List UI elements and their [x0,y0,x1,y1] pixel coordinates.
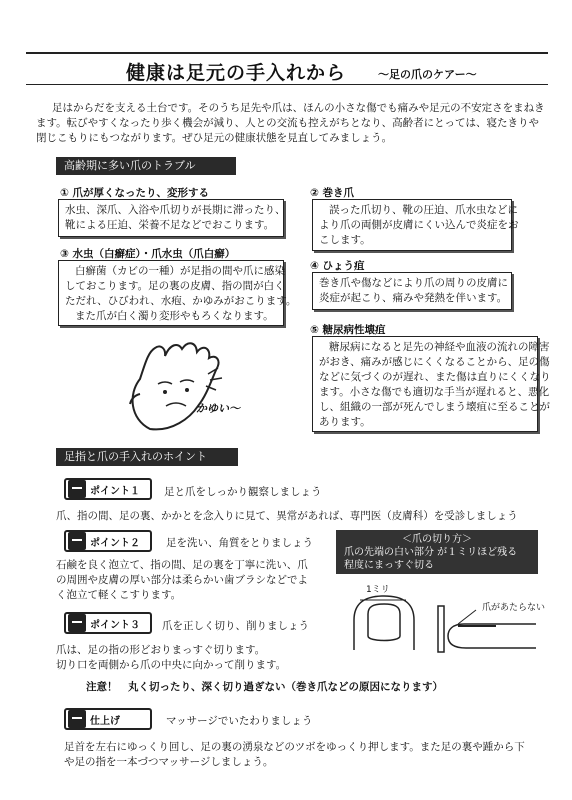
trouble-5-line: し、組織の一部が死んでしまう壊疽に至ることが [319,401,550,413]
point-3-line: 切り口を両側から爪の中央に向かって削ります。 [56,659,287,671]
trouble-4-box [312,272,512,310]
nail-cut-title: ＜爪の切り方＞ [402,534,472,545]
trouble-3-line: しておこります。足の裏の皮膚、指の間が白く [65,280,285,292]
page-subtitle: 〜足の爪のケアー〜 [378,68,477,81]
page-title: 健康は足元の手入れから [126,62,347,84]
person-icon [68,710,86,728]
trouble-3-box [58,260,297,326]
toe-nail-diagram [344,590,424,650]
trouble-1-line: 水虫、深爪、入浴や爪切りが長期に滞ったり、 [65,204,286,216]
nail-cut-guide [336,530,538,574]
person-icon [68,614,86,632]
trouble-2-box [312,199,519,251]
point-3-badge [64,612,152,634]
intro-line: 閉じこもりにもつながります。ぜひ足元の健康状態を見直してみましょう。 [36,132,393,144]
point-1-line: 爪、指の間、足の裏、かかとを念入りに見て、異常があれば、専門医（皮膚科）を受診しましょう [56,510,518,522]
trouble-5-box [312,336,551,432]
point-2-label: 足を洗い、角質をとりましょう [166,537,313,549]
point-2-line: の周囲や皮膚の厚い部分は柔らかい歯ブラシなどでよ [56,574,308,586]
finish-badge [64,708,152,730]
trouble-5-line: などに気づくのが遅れ、また傷は直りにくくなり [319,371,551,383]
trouble-4-line: 巻き爪や傷などにより爪の周りの皮膚に [319,277,508,289]
toe-side-diagram [436,604,536,654]
point-2-text [56,558,308,603]
intro-text [36,101,546,146]
trouble-5-line: ます。小さな傷でも適切な手当が遅れると、悪化 [319,386,550,398]
trouble-3-line: 白癬菌（カビの一種）が足指の間や爪に感染 [75,265,285,277]
person-icon [68,480,86,498]
intro-line: ます。転びやすくなったり歩く機会が減り、人との交流も控えがちとなり、高齢者にとっては、寝たきりや [36,117,539,129]
finish-text [64,740,525,770]
point-3-line: 爪は、足の指の形どおりまっすぐ切ります。 [56,644,266,656]
header-line-top [26,52,548,54]
person-icon [68,532,86,550]
trouble-1-line: 靴による圧迫、栄養不足などでおこります。 [65,219,275,231]
section-troubles-title: 高齢期に多い爪のトラブル [56,157,236,175]
section-care-title: 足指と爪の手入れのホイント [56,448,238,466]
trouble-1-heading: ① 爪が厚くなったり、変形する [60,187,210,199]
point-3-label: 爪を正しく切り、削りましょう [162,620,309,632]
point-1-text [56,509,518,524]
trouble-1-box [58,199,284,237]
finish-badge-label: 仕上げ [90,715,120,727]
finish-line: や足の指を一本づつマッサージしましょう。 [64,756,274,768]
nail-1mm-label: 1ミリ [366,585,390,595]
caution-note: 注意！ 丸く切ったり、深く切り過ぎない（巻き爪などの原因になります） [86,681,443,693]
intro-line: 足はからだを支える土台です。そのうち足先や爪は、ほんの小さな傷でも痛みや足元の不安定さをまねき [52,102,545,114]
trouble-4-line: 炎症が起こり、痛みや発熱を伴います。 [319,292,508,304]
nail-cut-line: 爪の先端の白い部分 が１ミリほど残る [344,547,518,558]
trouble-4-heading: ④ ひょう疽 [310,260,365,272]
trouble-3-line: ただれ、ひびわれ、水疱、かゆみがおこります。 [65,295,297,307]
nail-side-label: 爪があたらない [482,603,546,613]
finish-label: マッサージでいたわりましょう [166,715,313,727]
trouble-5-line: 糖尿病になると足先の神経や血液の流れの障害 [329,341,550,353]
trouble-2-line: 誤った爪切り、靴の圧迫、爪水虫などに [329,204,518,216]
trouble-2-line: より爪の両側が皮膚にくい込んで炎症をお [319,219,519,231]
foot-icon [110,334,260,434]
trouble-2-heading: ② 巻き爪 [310,187,355,199]
point-2-line: 石鹸を良く泡立て、指の間、足の裏を丁寧に洗い、爪 [56,559,308,571]
trouble-5-line: あります。 [319,416,371,428]
header [26,40,548,92]
point-3-badge-label: ポイント３ [90,619,140,631]
point-3-text [56,643,286,673]
point-1-badge-label: ポイント１ [90,485,140,497]
point-1-label: 足と爪をしっかり観察しましょう [164,486,322,498]
itchy-foot-illustration [110,334,260,434]
trouble-2-line: こします。 [319,234,371,246]
trouble-5-line: がおき、痛みが感じにくくなることから、足の傷 [319,356,550,368]
nail-cut-line: 程度にまっすぐ切る [344,560,434,571]
illustration-caption: かゆい〜 [196,402,240,415]
trouble-3-line: また爪が白く濁り変形やもろくなります。 [75,310,274,322]
point-1-badge [64,478,152,500]
trouble-3-heading: ③ 水虫（白癬症）・爪水虫（爪白癬） [60,248,236,260]
finish-line: 足首を左右にゆっくり回し、足の裏の湧泉などのツボをゆっくり押します。また足の裏や踵から下 [64,741,525,753]
point-2-badge-label: ポイント２ [90,537,140,549]
point-2-line: く泡立て軽くこすります。 [56,589,182,601]
trouble-5-heading: ⑤ 糖尿病性壊疽 [310,324,386,336]
point-2-badge [64,530,152,552]
